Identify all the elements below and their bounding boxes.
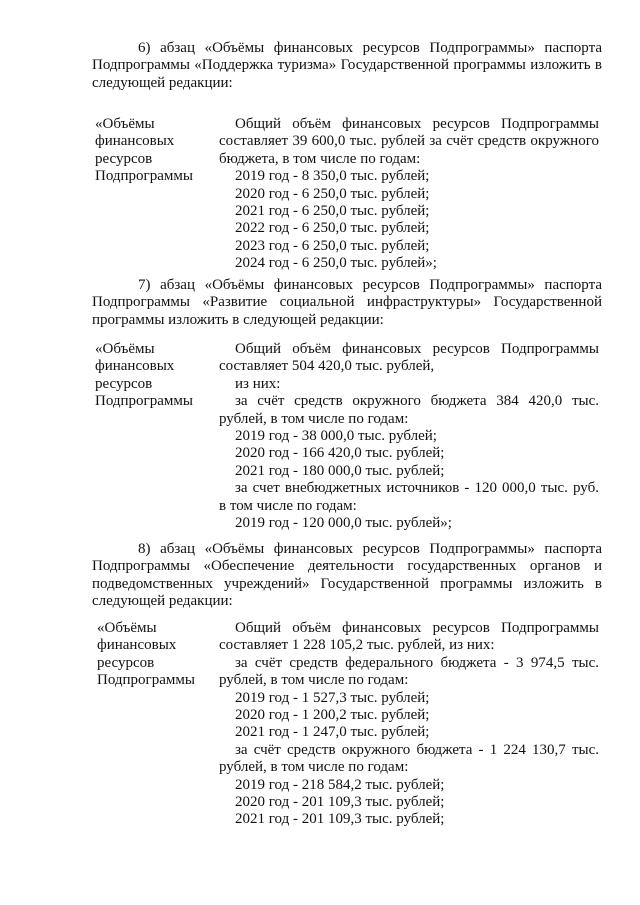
- label-8-line: ресурсов: [97, 654, 155, 671]
- label-6-line: финансовых: [95, 133, 175, 150]
- funding-8-year: 2020 год - 201 109,3 тыс. рублей;: [235, 794, 445, 811]
- funding-6-year: 2022 год - 6 250,0 тыс. рублей;: [235, 220, 430, 237]
- label-6-line: ресурсов: [95, 150, 153, 167]
- funding-6-year: 2021 год - 6 250,0 тыс. рублей;: [235, 203, 430, 220]
- label-6-line: «Объёмы: [95, 116, 155, 132]
- funding-6-year: 2020 год - 6 250,0 тыс. рублей;: [235, 185, 430, 202]
- label-8-line: «Объёмы: [97, 620, 157, 636]
- label-7: [95, 341, 213, 411]
- label-7-line: «Объёмы: [95, 341, 155, 357]
- funding-6-year: 2019 год - 8 350,0 тыс. рублей;: [235, 168, 430, 185]
- label-7-line: ресурсов: [95, 375, 153, 392]
- funding-7: [219, 341, 599, 532]
- label-8-line: Подпрограммы: [97, 672, 195, 689]
- funding-8-federal-budget: за счёт средств федерального бюджета - 3 974,5 тыс. рублей, в том числе по годам:: [219, 654, 599, 689]
- label-7-line: Подпрограммы: [95, 393, 193, 410]
- paragraph-7-intro: 7) абзац «Объёмы финансовых ресурсов Подпрограммы» паспорта Подпрограммы «Развитие социальной инфраструктуры» Государственной программы изложить в следующей редакции:: [92, 277, 602, 328]
- funding-7-year: 2019 год - 38 000,0 тыс. рублей;: [235, 428, 437, 445]
- funding-7-year: 2021 год - 180 000,0 тыс. рублей;: [235, 462, 445, 479]
- funding-7-extra-budget: за счет внебюджетных источников - 120 000,0 тыс. руб. в том числе по годам:: [219, 480, 599, 514]
- funding-8-total: Общий объём финансовых ресурсов Подпрограммы составляет 1 228 105,2 тыс. рублей, из них:: [219, 620, 599, 654]
- funding-8: [219, 620, 599, 829]
- label-7-line: финансовых: [95, 358, 175, 375]
- funding-6-year: 2024 год - 6 250,0 тыс. рублей»;: [235, 255, 437, 272]
- funding-7-year: 2019 год - 120 000,0 тыс. рублей»;: [235, 515, 452, 532]
- funding-8-district-budget: за счёт средств окружного бюджета - 1 224 130,7 тыс. рублей, в том числе по годам:: [219, 741, 599, 776]
- label-8-line: финансовых: [97, 637, 177, 654]
- funding-7-total: Общий объём финансовых ресурсов Подпрограммы составляет 504 420,0 тыс. рублей,: [219, 341, 599, 375]
- paragraph-6-intro: 6) абзац «Объёмы финансовых ресурсов Подпрограммы» паспорта Подпрограммы «Поддержка туризма» Государственной программы изложить в следующей редакции:: [92, 40, 602, 91]
- label-6-line: Подпрограммы: [95, 168, 193, 185]
- funding-6: [219, 116, 599, 273]
- label-8: [97, 620, 215, 690]
- paragraph-8-intro: 8) абзац «Объёмы финансовых ресурсов Подпрограммы» паспорта Подпрограммы «Обеспечение деятельности государственных органов и подведомственных учреждений» Государственной программы изложить в следующей редакции:: [92, 541, 602, 610]
- funding-7-district-budget: за счёт средств окружного бюджета 384 420,0 тыс. рублей, в том числе по годам:: [219, 393, 599, 427]
- funding-8-year: 2019 год - 218 584,2 тыс. рублей;: [235, 776, 445, 793]
- funding-8-year: 2020 год - 1 200,2 тыс. рублей;: [235, 707, 430, 724]
- label-6: [95, 116, 213, 186]
- funding-7-line: из них:: [235, 375, 281, 392]
- funding-6-total: Общий объём финансовых ресурсов Подпрограммы составляет 39 600,0 тыс. рублей за счёт средств окружного бюджета, в том числе по годам:: [219, 116, 599, 167]
- funding-8-year: 2021 год - 201 109,3 тыс. рублей;: [235, 811, 445, 828]
- funding-8-year: 2021 год - 1 247,0 тыс. рублей;: [235, 724, 430, 741]
- funding-7-year: 2020 год - 166 420,0 тыс. рублей;: [235, 445, 445, 462]
- funding-6-year: 2023 год - 6 250,0 тыс. рублей;: [235, 237, 430, 254]
- funding-8-year: 2019 год - 1 527,3 тыс. рублей;: [235, 689, 430, 706]
